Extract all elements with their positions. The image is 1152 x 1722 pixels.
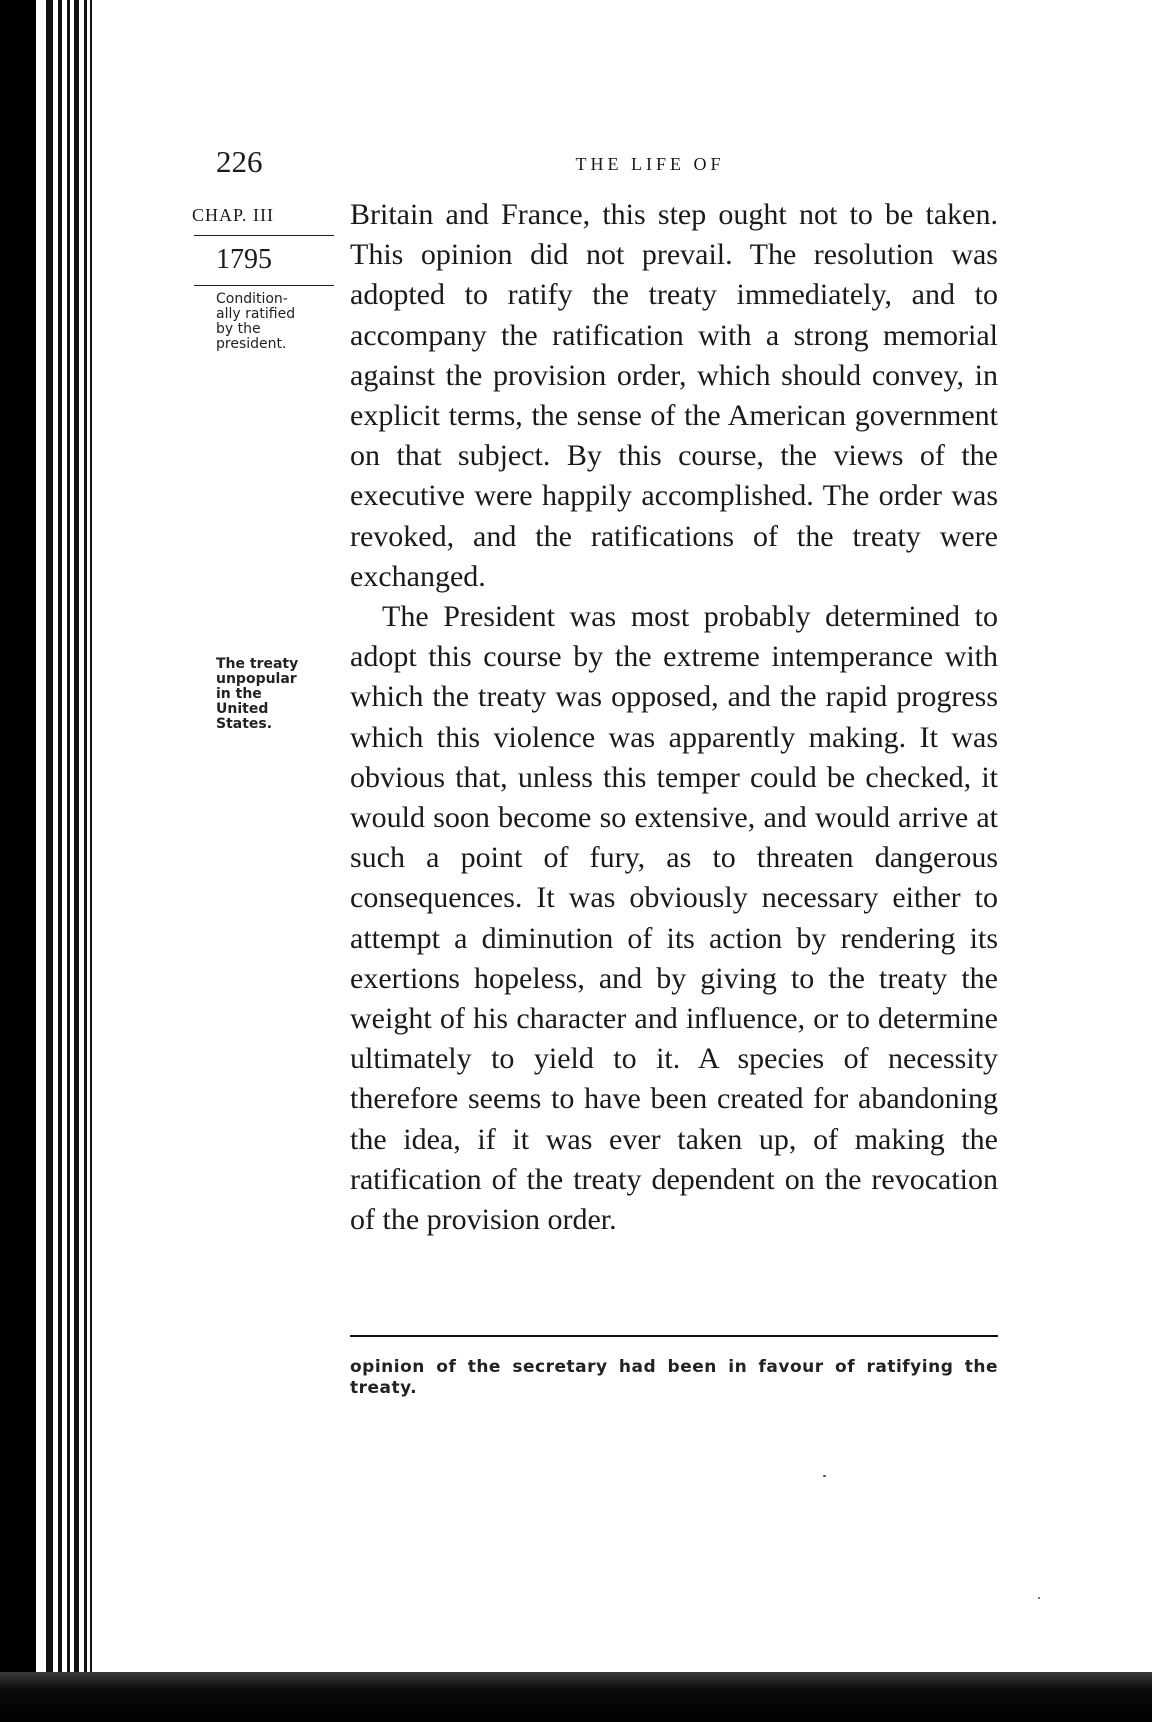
sidenote-unpopular: The treaty unpopular in the United States. xyxy=(216,656,299,732)
chapter-label: CHAP. III xyxy=(192,205,275,225)
bottom-edge-shadow xyxy=(0,1672,1152,1722)
sidenote-ratified: Condition- ally ratified by the president. xyxy=(216,291,296,352)
margin-year: 1795 xyxy=(216,244,272,275)
spine-edge-line xyxy=(90,0,92,1722)
year-rule xyxy=(194,285,334,286)
chapter-rule xyxy=(194,235,334,236)
spine-edge-line xyxy=(84,0,87,1722)
page-number: 226 xyxy=(216,144,263,179)
spine-edge-line xyxy=(46,0,53,1722)
scan-speck xyxy=(1038,1597,1040,1599)
body-text xyxy=(350,195,998,1240)
book-spine-shadow xyxy=(0,0,36,1722)
scan-speck xyxy=(823,1475,826,1477)
footnote: opinion of the secretary had been in favour of ratifying the treaty. xyxy=(350,1357,998,1398)
spine-edge-line xyxy=(58,0,62,1722)
spine-edge-line xyxy=(74,0,79,1722)
running-head: THE LIFE OF xyxy=(575,154,725,174)
footnote-rule xyxy=(350,1335,998,1337)
paragraph: The President was most probably determined to adopt this course by the extreme intemperance with which the treaty was opposed, and the rapid progress which this violence was apparently making. It was obvious that, unless this temper could be checked, it would soon become so extensive, and would arrive at such a point of fury, as to threaten dangerous consequences. It was obviously necessary either to attempt a diminution of its action by rendering its exertions hopeless, and by giving to the treaty the weight of his character and influence, or to determine ultimately to yield to it. A species of necessity therefore seems to have been created for abandoning the idea, if it was ever taken up, of making the ratification of the treaty dependent on the revocation of the provision order. xyxy=(350,600,998,1237)
paragraph: Britain and France, this step ought not to be taken. This opinion did not prevail. The resolution was adopted to ratify the treaty immediately, and to accompany the ratification with a strong memorial against the provision order, which should convey, in explicit terms, the sense of the American government on that subject. By this course, the views of the executive were happily accomplished. The order was revoked, and the ratifications of the treaty were exchanged. xyxy=(350,198,998,593)
spine-edge-line xyxy=(67,0,70,1722)
